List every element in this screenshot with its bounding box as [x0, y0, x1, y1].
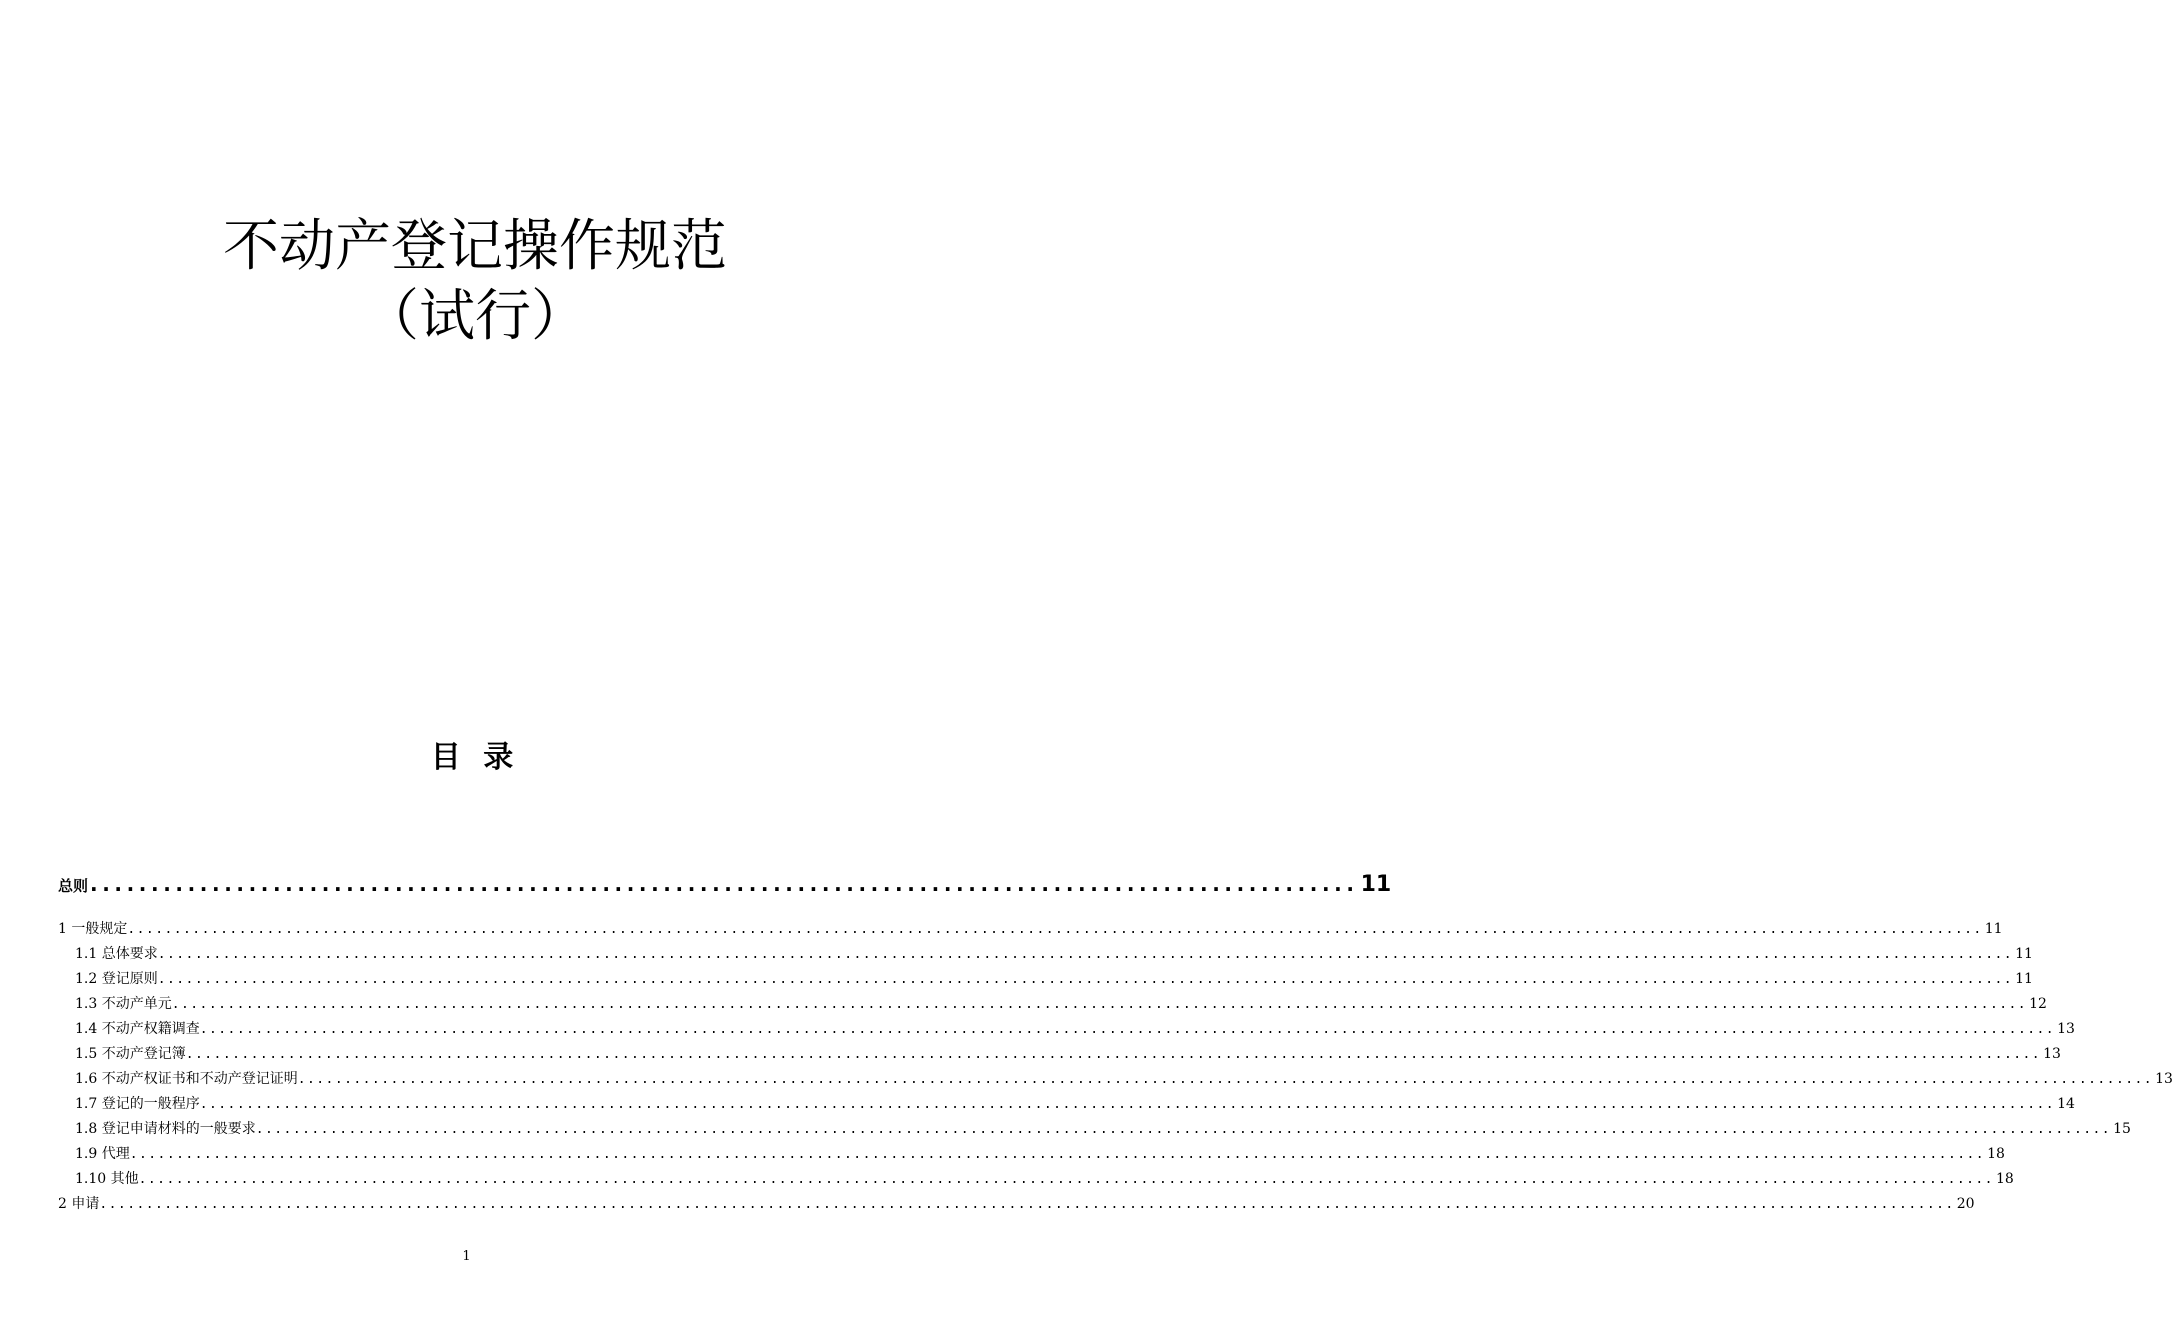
toc-main-label: 总则 — [58, 877, 89, 895]
toc-entry-number: 2 — [58, 1196, 67, 1212]
toc-entry[interactable] — [58, 1042, 2061, 1067]
toc-leader-dots: ........................................................................................................................................................................................................ — [171, 997, 2028, 1012]
toc-entry-number: 1.6 — [75, 1071, 98, 1087]
toc-leader-dots: ........................................................................................................................................................................................................ — [199, 1097, 2056, 1112]
document-title — [0, 212, 950, 352]
toc-heading: 目 录 — [430, 740, 520, 775]
toc-entry-title: 不动产权证书和不动产登记证明 — [101, 1071, 298, 1087]
toc-entry-label — [75, 1142, 130, 1167]
toc-entry-page: 11 — [1984, 921, 2003, 937]
toc-entry[interactable] — [58, 967, 2033, 992]
toc-entry-page: 13 — [2043, 1046, 2061, 1062]
toc-list — [58, 917, 2173, 1217]
toc-entry-number: 1.5 — [75, 1046, 98, 1062]
toc-entry-label — [75, 967, 158, 992]
toc-entry-page: 13 — [2057, 1021, 2075, 1037]
toc-entry-label — [75, 1067, 298, 1092]
title-subtitle: （试行） — [363, 284, 587, 349]
toc-entry-title: 不动产登记簿 — [101, 1046, 186, 1062]
toc-leader-dots: ........................................................................................................................................................................................................ — [199, 1022, 2056, 1037]
toc-entry-label — [58, 1192, 99, 1217]
toc-entry-label — [75, 1167, 139, 1192]
toc-entry-title: 不动产权籍调查 — [101, 1021, 200, 1037]
toc-entry-label — [75, 942, 158, 967]
toc-leader-dots: ........................................................................................................................................................................................................ — [129, 1147, 1986, 1162]
toc-leader-dots: ........................................................................................................................................................................................................ — [127, 922, 1983, 937]
toc-entry-label — [75, 992, 172, 1017]
toc-entry-page: 11 — [2015, 971, 2033, 987]
toc-entry-number: 1.4 — [75, 1021, 98, 1037]
toc-entry-label — [75, 1042, 186, 1067]
toc-entry[interactable] — [58, 942, 2033, 967]
toc-entry[interactable] — [58, 1167, 2014, 1192]
toc-entry[interactable] — [58, 1192, 1975, 1217]
toc-entry-title: 申请 — [71, 1196, 100, 1212]
toc-entry-page: 11 — [2015, 946, 2033, 962]
toc-entry-page: 13 — [2155, 1071, 2173, 1087]
toc-entry-page: 18 — [1987, 1146, 2005, 1162]
page-number: 1 — [462, 1249, 471, 1264]
toc-entry-title: 登记原则 — [101, 971, 158, 987]
toc-leader-dots: ........................................................................................................ — [90, 872, 1359, 896]
toc-entry-label — [75, 1117, 256, 1142]
toc-entry-label — [75, 1092, 200, 1117]
toc-entry-number: 1.8 — [75, 1121, 98, 1137]
toc-entry[interactable] — [58, 1067, 2173, 1092]
toc-entry[interactable] — [58, 1092, 2075, 1117]
toc-entry[interactable] — [58, 1142, 2005, 1167]
toc-entry-title: 代理 — [101, 1146, 130, 1162]
toc-entry-page: 12 — [2029, 996, 2047, 1012]
toc-entry[interactable] — [58, 917, 2003, 942]
toc-entry-label — [58, 917, 127, 942]
toc-entry-number: 1.10 — [75, 1171, 107, 1187]
toc-main-entry[interactable] — [58, 872, 1392, 897]
toc-entry-number: 1.9 — [75, 1146, 98, 1162]
toc-entry-title: 登记的一般程序 — [101, 1096, 200, 1112]
toc-entry-page: 14 — [2057, 1096, 2075, 1112]
toc-leader-dots: ........................................................................................................................................................................................................ — [157, 972, 2014, 987]
toc-entry-title: 不动产单元 — [101, 996, 172, 1012]
toc-entry-page: 15 — [2113, 1121, 2131, 1137]
toc-entry-page: 18 — [1995, 1171, 2014, 1187]
toc-entry-title: 总体要求 — [101, 946, 158, 962]
toc-entry-number: 1.1 — [75, 946, 98, 962]
toc-entry-number: 1.3 — [75, 996, 98, 1012]
toc-entry-label — [75, 1017, 200, 1042]
title-main: 不动产登记操作规范 — [223, 214, 727, 279]
toc-leader-dots: ........................................................................................................................................................................................................ — [255, 1122, 2112, 1137]
toc-leader-dots: ........................................................................................................................................................................................................ — [185, 1047, 2042, 1062]
toc-leader-dots: ........................................................................................................................................................................................................ — [157, 947, 2014, 962]
toc-entry-number: 1.2 — [75, 971, 98, 987]
toc-leader-dots: ........................................................................................................................................................................................................ — [297, 1072, 2154, 1087]
toc-entry[interactable] — [58, 1017, 2075, 1042]
toc-entry-title: 登记申请材料的一般要求 — [101, 1121, 256, 1137]
toc-entry-title: 其他 — [110, 1171, 139, 1187]
toc-leader-dots: ........................................................................................................................................................................................................ — [138, 1172, 1994, 1187]
toc-entry[interactable] — [58, 1117, 2131, 1142]
toc-leader-dots: ........................................................................................................................................................................................................ — [99, 1197, 1955, 1212]
toc-entry-number: 1.7 — [75, 1096, 98, 1112]
toc-entry-title: 一般规定 — [71, 921, 128, 937]
toc-entry-page: 20 — [1956, 1196, 1975, 1212]
toc-main-page: 11 — [1360, 872, 1392, 897]
toc-entry-number: 1 — [58, 921, 67, 937]
toc-entry[interactable] — [58, 992, 2047, 1017]
